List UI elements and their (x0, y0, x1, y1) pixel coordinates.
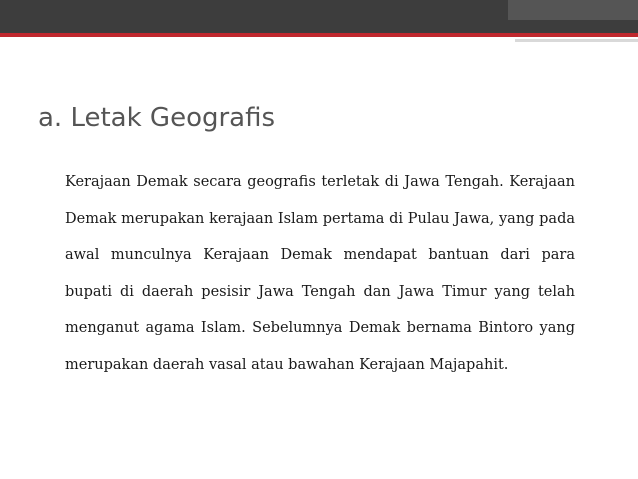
slide-title: a. Letak Geografis (38, 103, 276, 133)
header-band-highlight (508, 0, 638, 20)
slide-body-text: Kerajaan Demak secara geografis terletak di Jawa Tengah. Kerajaan Demak merupakan kerajaan Islam pertama di Pulau Jawa, yang pada awal munculnya Kerajaan Demak mendapat bantuan dari para bupati di daerah pesisir Jawa Tengah dan Jawa Timur yang telah menganut agama Islam. Sebelumnya Demak bernama Bintoro yang merupakan daerah vasal atau bawahan Kerajaan Majapahit. (65, 174, 575, 373)
accent-line-secondary (515, 39, 638, 42)
accent-line (0, 33, 638, 37)
